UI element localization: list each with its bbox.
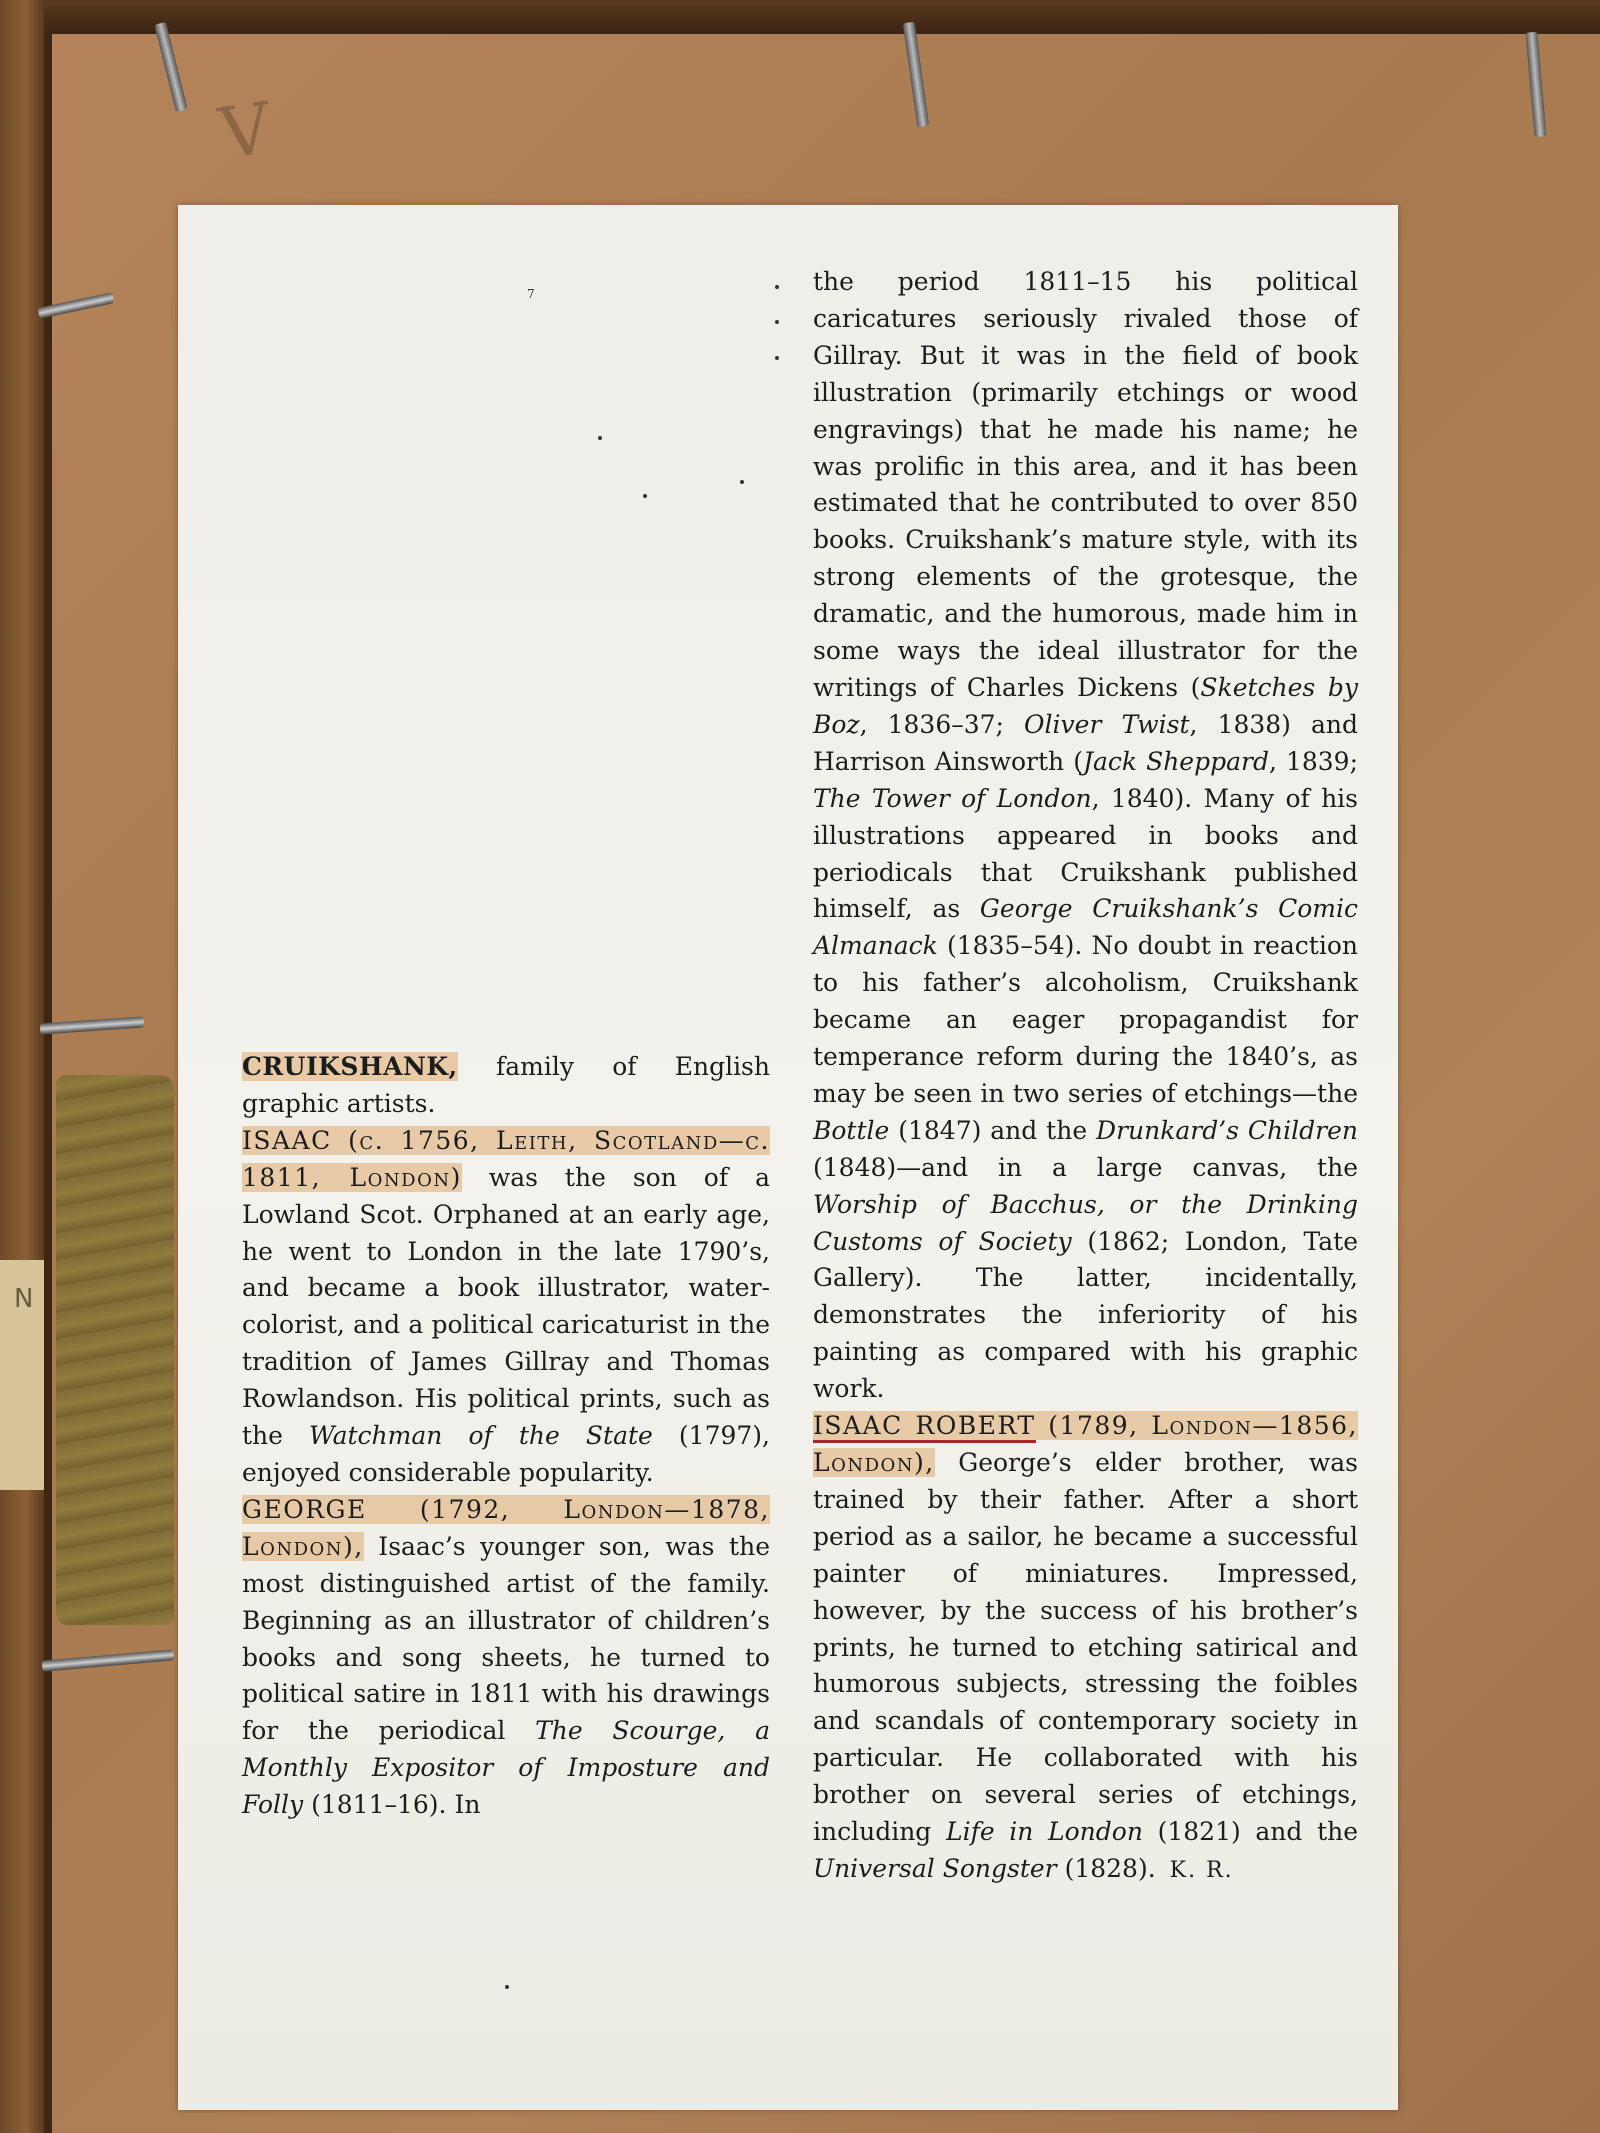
masking-tape (56, 1075, 174, 1625)
page-number: 7 (527, 287, 535, 301)
stray-dot (643, 494, 647, 498)
george-cont-text: (1835–54). No doubt in reaction to his father’s alcoholism, Cruikshank became an eager propagandist for temperance reform during the 1840’s, as may be seen in two series of etchings—the (813, 931, 1358, 1108)
isaac-heading: ISAAC (c. 1756, Leith, Scotland—c. 1811, London) (242, 1125, 770, 1192)
stray-dot (775, 285, 779, 289)
stray-dot (740, 480, 744, 484)
work-title: Jack Sheppard (1082, 746, 1269, 776)
isaac-text-end: (1797), enjoyed considerable popularity. (242, 1421, 770, 1487)
george-entry (242, 1492, 770, 1824)
isaac-robert-text: George’s elder brother, was trained by their father. After a short period as a sailor, he became a successful painter of miniatures. Impressed, however, by the success of his brother’s prints, he turned to etching satirical and humorous subjects, stressing the foibles and scandals of contemporary society in particular. He collaborated with his brother on several series of etchings, including (813, 1448, 1358, 1847)
isaac-robert-text: (1828). (1056, 1853, 1156, 1883)
george-cont-text: (1862; London, Tate Gallery). The latter, incidentally, demonstrates the inferiority of his painting as compared with his graphic work. (813, 1226, 1358, 1404)
work-title: Worship of Bacchus, or the Drinking Customs of Society (813, 1189, 1358, 1256)
work-title: Oliver Twist (1024, 709, 1190, 739)
george-cont-text: (1848)—and in a large canvas, the (813, 1152, 1358, 1182)
isaac-robert-text: (1821) and the (1142, 1817, 1359, 1847)
author-initials: K. R. (1169, 1857, 1234, 1883)
label-scrap (0, 1260, 44, 1490)
pencil-mark: V (214, 86, 277, 176)
isaac-entry (242, 1123, 770, 1492)
work-title: Drunkard’s Children (1096, 1115, 1358, 1145)
frame-top-edge (0, 0, 1600, 34)
george-cont-text: , 1838) and Harrison Ainsworth ( (813, 709, 1358, 776)
work-title: Bottle (813, 1115, 890, 1145)
george-cont-text: , 1836–37; (859, 709, 1025, 739)
board-edge-shadow (44, 34, 52, 2133)
work-title: Universal Songster (813, 1853, 1057, 1883)
stray-dot (775, 356, 779, 360)
george-cont-text: , 1840). Many of his illustrations appeared in books and periodicals that Cruikshank published himself, as (813, 783, 1358, 924)
george-cont-text: the period 1811–15 his political caricatures seriously rivaled those of Gillray. But it was in the field of book illustration (primarily etchings or wood engravings) that he made his name; he was prolific in this area, and it has been estimated that he contributed to over 850 books. Cruikshank’s mature style, with its strong elements of the grotesque, the dramatic, and the humorous, made him in some ways the ideal illustrator for the writings of Charles Dickens ( (813, 267, 1358, 702)
george-cont-text: , 1839; (1268, 746, 1358, 776)
stray-dot (598, 436, 602, 440)
label-scrap-text: N (14, 1284, 34, 1314)
isaac-robert-heading: ISAAC ROBERT (813, 1411, 1036, 1443)
isaac-work-title: Watchman of the State (309, 1421, 653, 1451)
stray-dot (775, 320, 779, 324)
intro-text: family of English graphic artists. (242, 1052, 770, 1118)
frame-left-edge (0, 0, 44, 2133)
work-title: The Tower of London (813, 783, 1092, 813)
george-work-title: The Scourge, a Monthly Expositor of Imposture and Folly (242, 1716, 770, 1820)
entry-heading: CRUIKSHANK, (242, 1052, 458, 1081)
george-cont-text: (1847) and the (889, 1115, 1097, 1145)
work-title: George Cruikshank’s Comic Almanack (813, 894, 1359, 961)
article-right-column (813, 264, 1358, 1890)
george-text-end: (1811–16). In (303, 1790, 481, 1820)
george-text: Isaac’s younger son, was the most distinguished artist of the family. Beginning as an illustrator of children’s books and song sheets, he turned to political satire in 1811 with his drawings for the periodical (242, 1531, 770, 1746)
work-title: Sketches by Boz (813, 672, 1358, 739)
george-heading: GEORGE (1792, London—1878, London), (242, 1494, 770, 1561)
isaac-robert-dates: (1789, London—1856, London), (813, 1411, 1358, 1477)
stray-dot (505, 1985, 509, 1989)
isaac-text: was the son of a Lowland Scot. Orphaned at an early age, he went to London in the late 1790’s, and became a book illustrator, water-colorist, and a political caricaturist in the tradition of James Gillray and Thomas Rowlandson. His political prints, such as the (242, 1162, 770, 1451)
work-title: Life in London (945, 1817, 1143, 1847)
george-continued (813, 264, 1358, 1408)
article-left-column (242, 1049, 770, 1824)
family-intro (242, 1049, 770, 1123)
isaac-robert-entry (813, 1408, 1358, 1890)
